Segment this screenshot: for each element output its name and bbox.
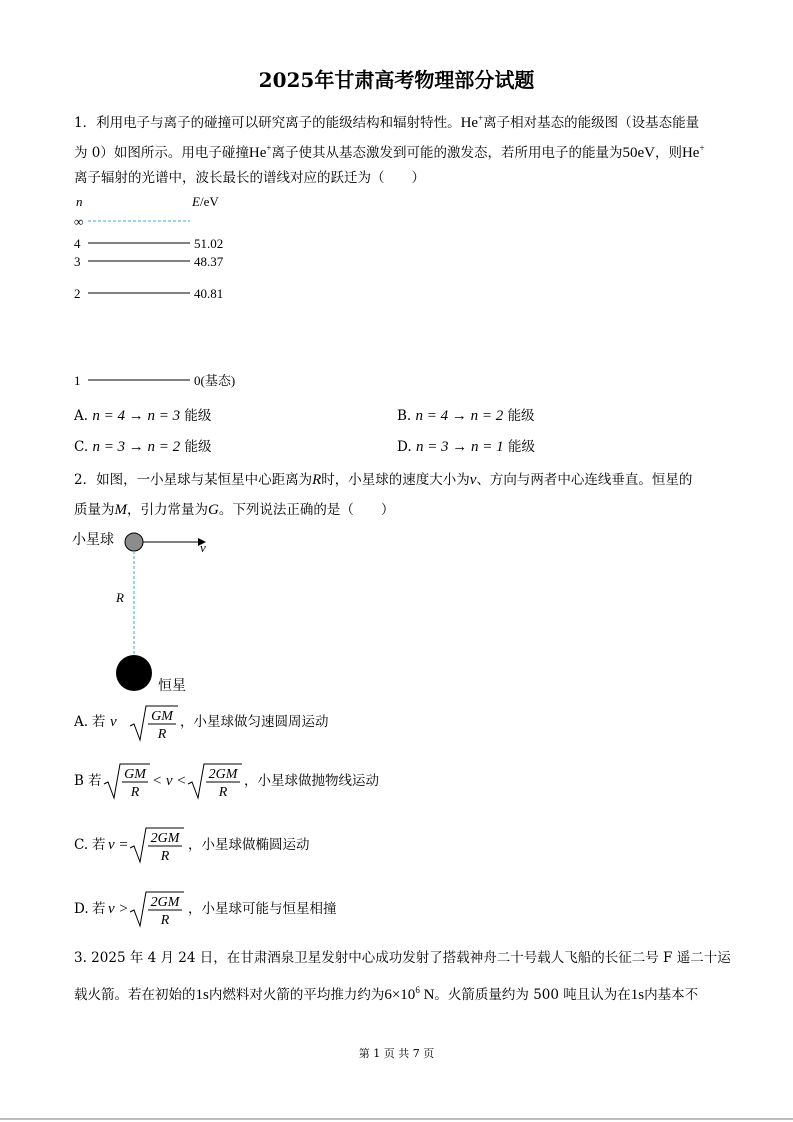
level-1-energy: 0(基态) xyxy=(194,373,236,388)
q1-energy: 50eV xyxy=(622,145,655,161)
planet-label: 小星球 xyxy=(72,532,114,548)
planet-dot xyxy=(125,533,143,551)
svg-text:R: R xyxy=(130,785,140,800)
q1-line-3: 离子辐射的光谱中，波长最长的谱线对应的跃迁为（ ） xyxy=(74,170,425,186)
level-3-energy: 48.37 xyxy=(194,254,224,269)
svg-text:GM: GM xyxy=(151,709,173,724)
q1-text-2c: ，则 xyxy=(654,145,682,161)
sqrt-2gm-r-c xyxy=(128,826,186,866)
q1-text-2b: 离子使其从基态激发到可能的激发态，若所用电子的能量为 xyxy=(271,145,623,161)
level-2-energy: 40.81 xyxy=(194,286,224,301)
axis-e-label: E/eV xyxy=(192,194,219,209)
bottom-divider xyxy=(0,1118,793,1120)
q2-line-2: 质量为M，引力常量为G。下列说法正确的是（ ） xyxy=(74,502,395,518)
energy-level-diagram xyxy=(70,192,270,392)
velocity-label: v xyxy=(200,540,206,555)
sqrt-2gm-r-d xyxy=(128,890,186,930)
q1-text-2a: 为 0）如图所示。用电子碰撞 xyxy=(74,145,249,161)
level-3-n: 3 xyxy=(74,254,81,269)
q1-ion-2: He+ xyxy=(248,143,272,161)
q1-line-2 xyxy=(74,138,705,163)
page-footer: 第 1 页 共 7 页 xyxy=(358,1047,435,1060)
q1-option-b[interactable]: B. n = 4 → n = 2 能级 xyxy=(397,408,535,424)
sqrt-gm-r xyxy=(128,704,180,744)
level-4-energy: 51.02 xyxy=(194,236,224,251)
svg-text:2GM: 2GM xyxy=(150,895,180,910)
q3-force: $6\times 10^6$ N xyxy=(384,985,435,1003)
svg-text:R: R xyxy=(160,913,170,928)
svg-text:R: R xyxy=(218,785,228,800)
svg-text:GM: GM xyxy=(124,767,146,782)
level-inf-label: ∞ xyxy=(74,214,84,229)
star-disk xyxy=(116,655,152,691)
sqrt-2gm-r-right xyxy=(186,762,244,802)
q1-option-a[interactable]: A. n = 4 → n = 3 能级 xyxy=(74,408,212,424)
svg-text:2GM: 2GM xyxy=(150,831,180,846)
radius-label: R xyxy=(116,590,124,605)
orbit-diagram xyxy=(70,528,270,698)
svg-text:2GM: 2GM xyxy=(208,767,238,782)
q2-line-1: 2．如图，一小星球与某恒星中心距离为R时，小星球的速度大小为v、方向与两者中心连线垂直。恒星的 xyxy=(74,472,693,488)
q1-ion-3: He+ xyxy=(681,143,705,161)
level-2-n: 2 xyxy=(74,286,81,301)
star-label: 恒星 xyxy=(158,678,186,694)
q3-line-2: 载火箭。若在初始的1s内燃料对火箭的平均推力约为$6\times 10^6$ N。火箭质量约为 500 吨且认为在1s内基本不 xyxy=(74,985,699,1003)
sqrt-gm-r-left xyxy=(102,762,152,802)
level-4-n: 4 xyxy=(74,236,81,251)
q3-line-1: 3. 2025 年 4 月 24 日，在甘肃酒泉卫星发射中心成功发射了搭载神舟二十号载人飞船的长征二号 F 遥二十运 xyxy=(74,950,731,966)
svg-text:R: R xyxy=(160,849,170,864)
axis-n-label: n xyxy=(76,194,83,209)
q1-option-d[interactable]: D. n = 3 → n = 1 能级 xyxy=(397,439,535,455)
q1-option-c[interactable]: C. n = 3 → n = 2 能级 xyxy=(74,439,212,455)
q1-ion-1: He+ xyxy=(460,113,484,131)
page-title: 2025年甘肃高考物理部分试题 xyxy=(258,68,535,92)
q1-line-1 xyxy=(74,108,699,133)
q1-text-1b: 离子相对基态的能级图（设基态能量 xyxy=(483,115,700,131)
svg-text:R: R xyxy=(157,727,167,742)
q1-text-1a: 1．利用电子与离子的碰撞可以研究离子的能级结构和辐射特性。 xyxy=(74,115,461,131)
level-1-n: 1 xyxy=(74,373,81,388)
